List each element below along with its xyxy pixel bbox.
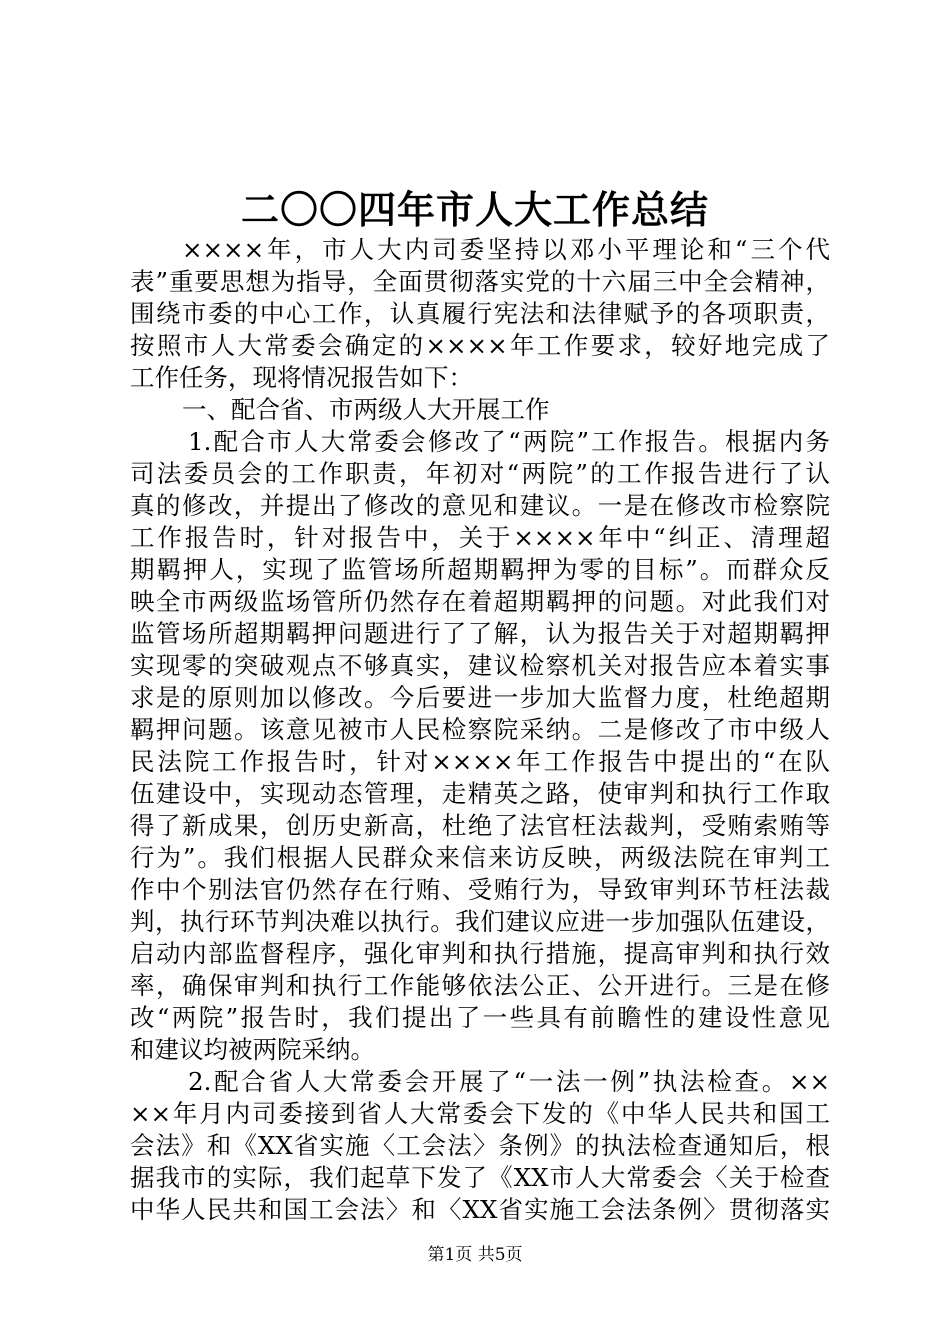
text-line: 改“两院”报告时，我们提出了一些具有前瞻性的建设性意见 [130,1003,830,1032]
document-body [130,234,830,1226]
document-title: 二〇〇四年市人大工作总结 [240,187,709,232]
text-line: 羁押问题。该意见被市人民检察院采纳。二是修改了市中级人 [130,715,830,744]
text-line: 得了新成果，创历史新高，杜绝了法官枉法裁判，受贿索贿等 [130,811,830,840]
text-line: 中华人民共和国工会法〉和〈XX省实施工会法条例〉贯彻落实 [130,1195,830,1224]
text-line: ××××年，市人大内司委坚持以邓小平理论和“三个代 [182,235,830,264]
text-line: 2.配合省人大常委会开展了“一法一例”执法检查。×× [188,1067,830,1096]
text-line: 1.配合市人大常委会修改了“两院”工作报告。根据内务 [188,427,830,456]
text-line: 实现零的突破观点不够真实，建议检察机关对报告应本着实事 [130,651,830,680]
text-line: 工作任务，现将情况报告如下： [130,363,473,392]
text-line: 行为”。我们根据人民群众来信来访反映，两级法院在审判工 [130,843,830,872]
text-line: 按照市人大常委会确定的××××年工作要求，较好地完成了 [130,331,830,360]
text-line: 伍建设中，实现动态管理，走精英之路，使审判和执行工作取 [130,779,830,808]
text-line: 启动内部监督程序，强化审判和执行措施，提高审判和执行效 [130,939,830,968]
text-line: 围绕市委的中心工作，认真履行宪法和法律赋予的各项职责， [130,299,830,328]
text-line: 工作报告时，针对报告中，关于××××年中“纠正、清理超 [130,523,830,552]
text-line: 表”重要思想为指导，全面贯彻落实党的十六届三中全会精神， [130,267,830,296]
text-line: ××年月内司委接到省人大常委会下发的《中华人民共和国工 [130,1099,830,1128]
text-line: 和建议均被两院采纳。 [130,1035,375,1064]
text-line: 判，执行环节判决难以执行。我们建议应进一步加强队伍建设， [130,907,830,936]
text-line: 率，确保审判和执行工作能够依法公正、公开进行。三是在修 [130,971,830,1000]
text-line: 期羁押人，实现了监管场所超期羁押为零的目标”。而群众反 [130,555,830,584]
text-line: 真的修改，并提出了修改的意见和建议。一是在修改市检察院 [130,491,830,520]
text-line: 民法院工作报告时，针对××××年工作报告中提出的“在队 [130,747,830,776]
text-line: 司法委员会的工作职责，年初对“两院”的工作报告进行了认 [130,459,830,488]
text-line: 作中个别法官仍然存在行贿、受贿行为，导致审判环节枉法裁 [130,875,830,904]
section-heading: 一、配合省、市两级人大开展工作 [182,395,550,424]
text-line: 据我市的实际，我们起草下发了《XX市人大常委会〈关于检查 [130,1163,830,1192]
text-line: 监管场所超期羁押问题进行了了解，认为报告关于对超期羁押 [130,619,830,648]
text-line: 会法》和《XX省实施〈工会法〉条例》的执法检查通知后，根 [130,1131,830,1160]
text-line: 求是的原则加以修改。今后要进一步加大监督力度，杜绝超期 [130,683,830,712]
text-line: 映全市两级监场管所仍然存在着超期羁押的问题。对此我们对 [130,587,830,616]
page-footer: 第1页 共5页 [427,1245,523,1265]
